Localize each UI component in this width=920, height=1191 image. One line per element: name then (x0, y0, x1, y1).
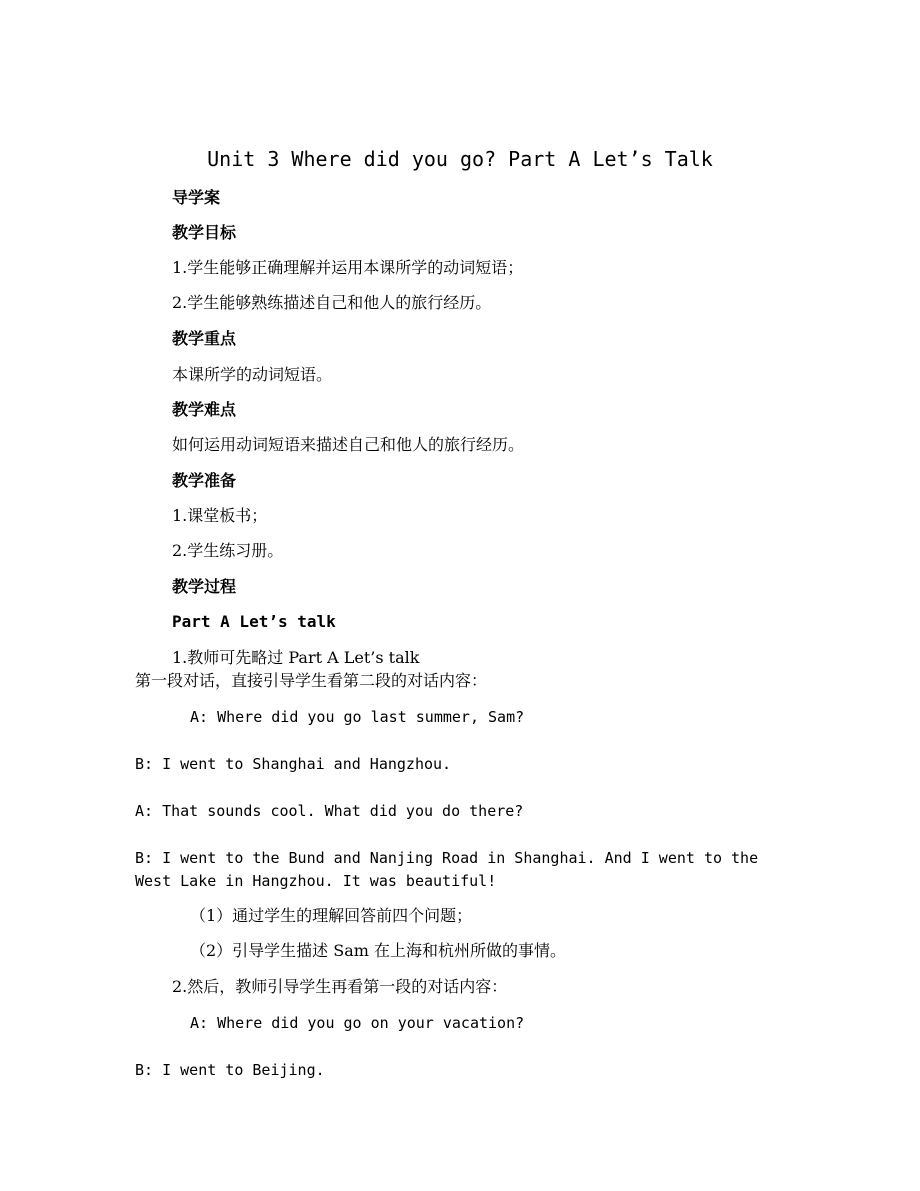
dialogue-line: A: That sounds cool. What did you do there? (135, 802, 524, 820)
key-points-heading: 教学重点 (172, 329, 237, 348)
preparation-heading: 教学准备 (172, 471, 237, 490)
objective-item: 2.学生能够熟练描述自己和他人的旅行经历。 (172, 293, 492, 312)
difficulties-heading: 教学难点 (172, 400, 237, 419)
process-heading: 教学过程 (172, 577, 237, 596)
dialogue-line: B: I went to Beijing. (135, 1061, 325, 1079)
difficulties-text: 如何运用动词短语来描述自己和他人的旅行经历。 (172, 435, 525, 454)
dialogue-line: B: I went to Shanghai and Hangzhou. (135, 755, 452, 773)
dialogue-line: A: Where did you go last summer, Sam? (190, 708, 525, 726)
step1-line1: 1.教师可先略过 Part A Let’s talk (172, 648, 420, 667)
preparation-item: 1.课堂板书； (172, 506, 268, 525)
dialogue-line: West Lake in Hangzhou. It was beautiful! (135, 872, 497, 890)
dialogue-line: A: Where did you go on your vacation? (190, 1014, 525, 1032)
guide-label: 导学案 (172, 188, 221, 207)
step1-line2: 第一段对话，直接引导学生看第二段的对话内容： (135, 671, 488, 690)
step2: 2.然后，教师引导学生再看第一段的对话内容： (172, 977, 508, 996)
document-title: Unit 3 Where did you go? Part A Let’s Talk (207, 147, 713, 171)
section-label: Part A Let’s talk (172, 612, 336, 631)
objectives-heading: 教学目标 (172, 223, 237, 242)
preparation-item: 2.学生练习册。 (172, 541, 284, 560)
dialogue-line: B: I went to the Bund and Nanjing Road in Shanghai. And I went to the (135, 849, 759, 867)
sub-step: （2）引导学生描述 Sam 在上海和杭州所做的事情。 (190, 941, 567, 960)
sub-step: （1）通过学生的理解回答前四个问题； (190, 906, 473, 925)
objective-item: 1.学生能够正确理解并运用本课所学的动词短语； (172, 258, 524, 277)
key-points-text: 本课所学的动词短语。 (172, 365, 333, 384)
